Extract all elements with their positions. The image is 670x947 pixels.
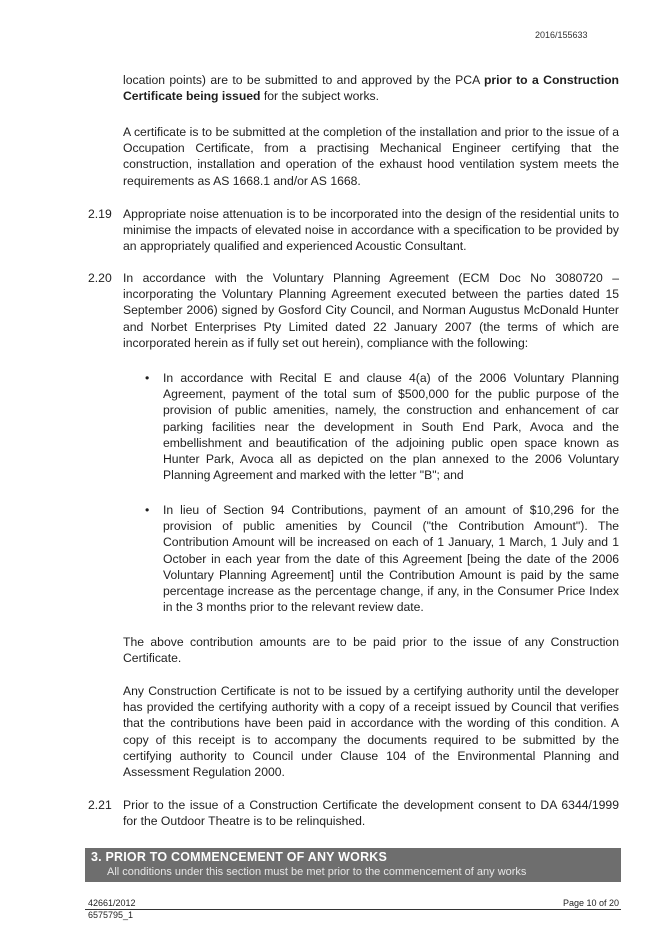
- bullet-item-vpa-payment: In accordance with Recital E and clause 4(a) of the 2006 Voluntary Planning Agreement, payment of the total sum of $500,000 for the public purpose of the provision of public amenities, namely, the construction and enhancement of car parking facilities near the development in South End Park, Avoca and the embellishment and beautification of the adjoining public open space known as Hunter Park, Avoca all as depicted on the plan annexed to the 2006 Voluntary Planning Agreement and marked with the letter "B"; and: [163, 371, 619, 483]
- bullet-icon: •: [145, 371, 150, 385]
- paragraph-ventilation-certificate: A certificate is to be submitted at the completion of the installation and prior to the issue of a Occupation Certificate, from a practising Mechanical Engineer certifying that the construction, installation and operation of the exhaust hood ventilation system meets the requirements as AS 1668.1 and/or AS 1668.: [123, 125, 619, 188]
- section-subheading: All conditions under this section must be met prior to the commencement of any works: [107, 866, 527, 878]
- page-number: Page 10 of 20: [563, 898, 620, 908]
- bullet-icon: •: [145, 503, 150, 517]
- condition-2-21-text: Prior to the issue of a Construction Certificate the development consent to DA 6344/1999 for the Outdoor Theatre is to be relinquished.: [123, 798, 619, 829]
- paragraph-contribution-timing: The above contribution amounts are to be paid prior to the issue of any Construction Certificate.: [123, 635, 619, 666]
- condition-2-19-text: Appropriate noise attenuation is to be incorporated into the design of the residential units to minimise the impacts of elevated noise in accordance with a specification to be provided by an appropriately qualified and experienced Acoustic Consultant.: [123, 207, 619, 254]
- condition-2-20-text: In accordance with the Voluntary Planning Agreement (ECM Doc No 3080720 – incorporating the Voluntary Planning Agreement executed between the parties dated 15 September 2006) signed by Gosford City Council, and Norman Augustus McDonald Hunter and Norbet Enterprises Pty Limited dated 22 January 2007 (the terms of which are incorporated herein as if fully set out herein), compliance with the following:: [123, 271, 619, 350]
- section-banner: [85, 848, 621, 882]
- section-heading: 3. PRIOR TO COMMENCEMENT OF ANY WORKS: [91, 850, 388, 864]
- condition-number: 2.19: [88, 207, 112, 221]
- bold-text: prior to a Construction Certificate being issued: [123, 73, 619, 104]
- footer-ref-primary: 42661/2012: [88, 898, 136, 908]
- text-run: for the subject works.: [260, 89, 380, 104]
- footer-divider: [85, 909, 621, 910]
- text-run: location points) are to be submitted to and approved by the PCA: [123, 73, 484, 87]
- condition-number: 2.20: [88, 271, 112, 285]
- paragraph-receipt-requirement: Any Construction Certificate is not to be issued by a certifying authority until the developer has provided the certifying authority with a copy of a receipt issued by Council that verifies that the contributions have been paid in accordance with the wording of this condition. A copy of this receipt is to accompany the documents required to be submitted by the certifying authority to Council under Clause 104 of the Environmental Planning and Assessment Regulation 2000.: [123, 684, 619, 780]
- footer-ref-secondary: 6575795_1: [88, 910, 134, 920]
- condition-number: 2.21: [88, 798, 112, 812]
- document-reference: 2016/155633: [535, 30, 588, 40]
- bullet-item-section94: In lieu of Section 94 Contributions, payment of an amount of $10,296 for the provision of public amenities by Council ("the Contribution Amount"). The Contribution Amount will be increased on each of 1 January, 1 March, 1 July and 1 October in each year from the date of this Agreement [being the date of the 2006 Voluntary Planning Agreement] until the Contribution Amount is paid by the same percentage increase as the percentage change, if any, in the Consumer Price Index in the 3 months prior to the relevant review date.: [163, 503, 619, 615]
- paragraph-pca-submission: [123, 72, 619, 104]
